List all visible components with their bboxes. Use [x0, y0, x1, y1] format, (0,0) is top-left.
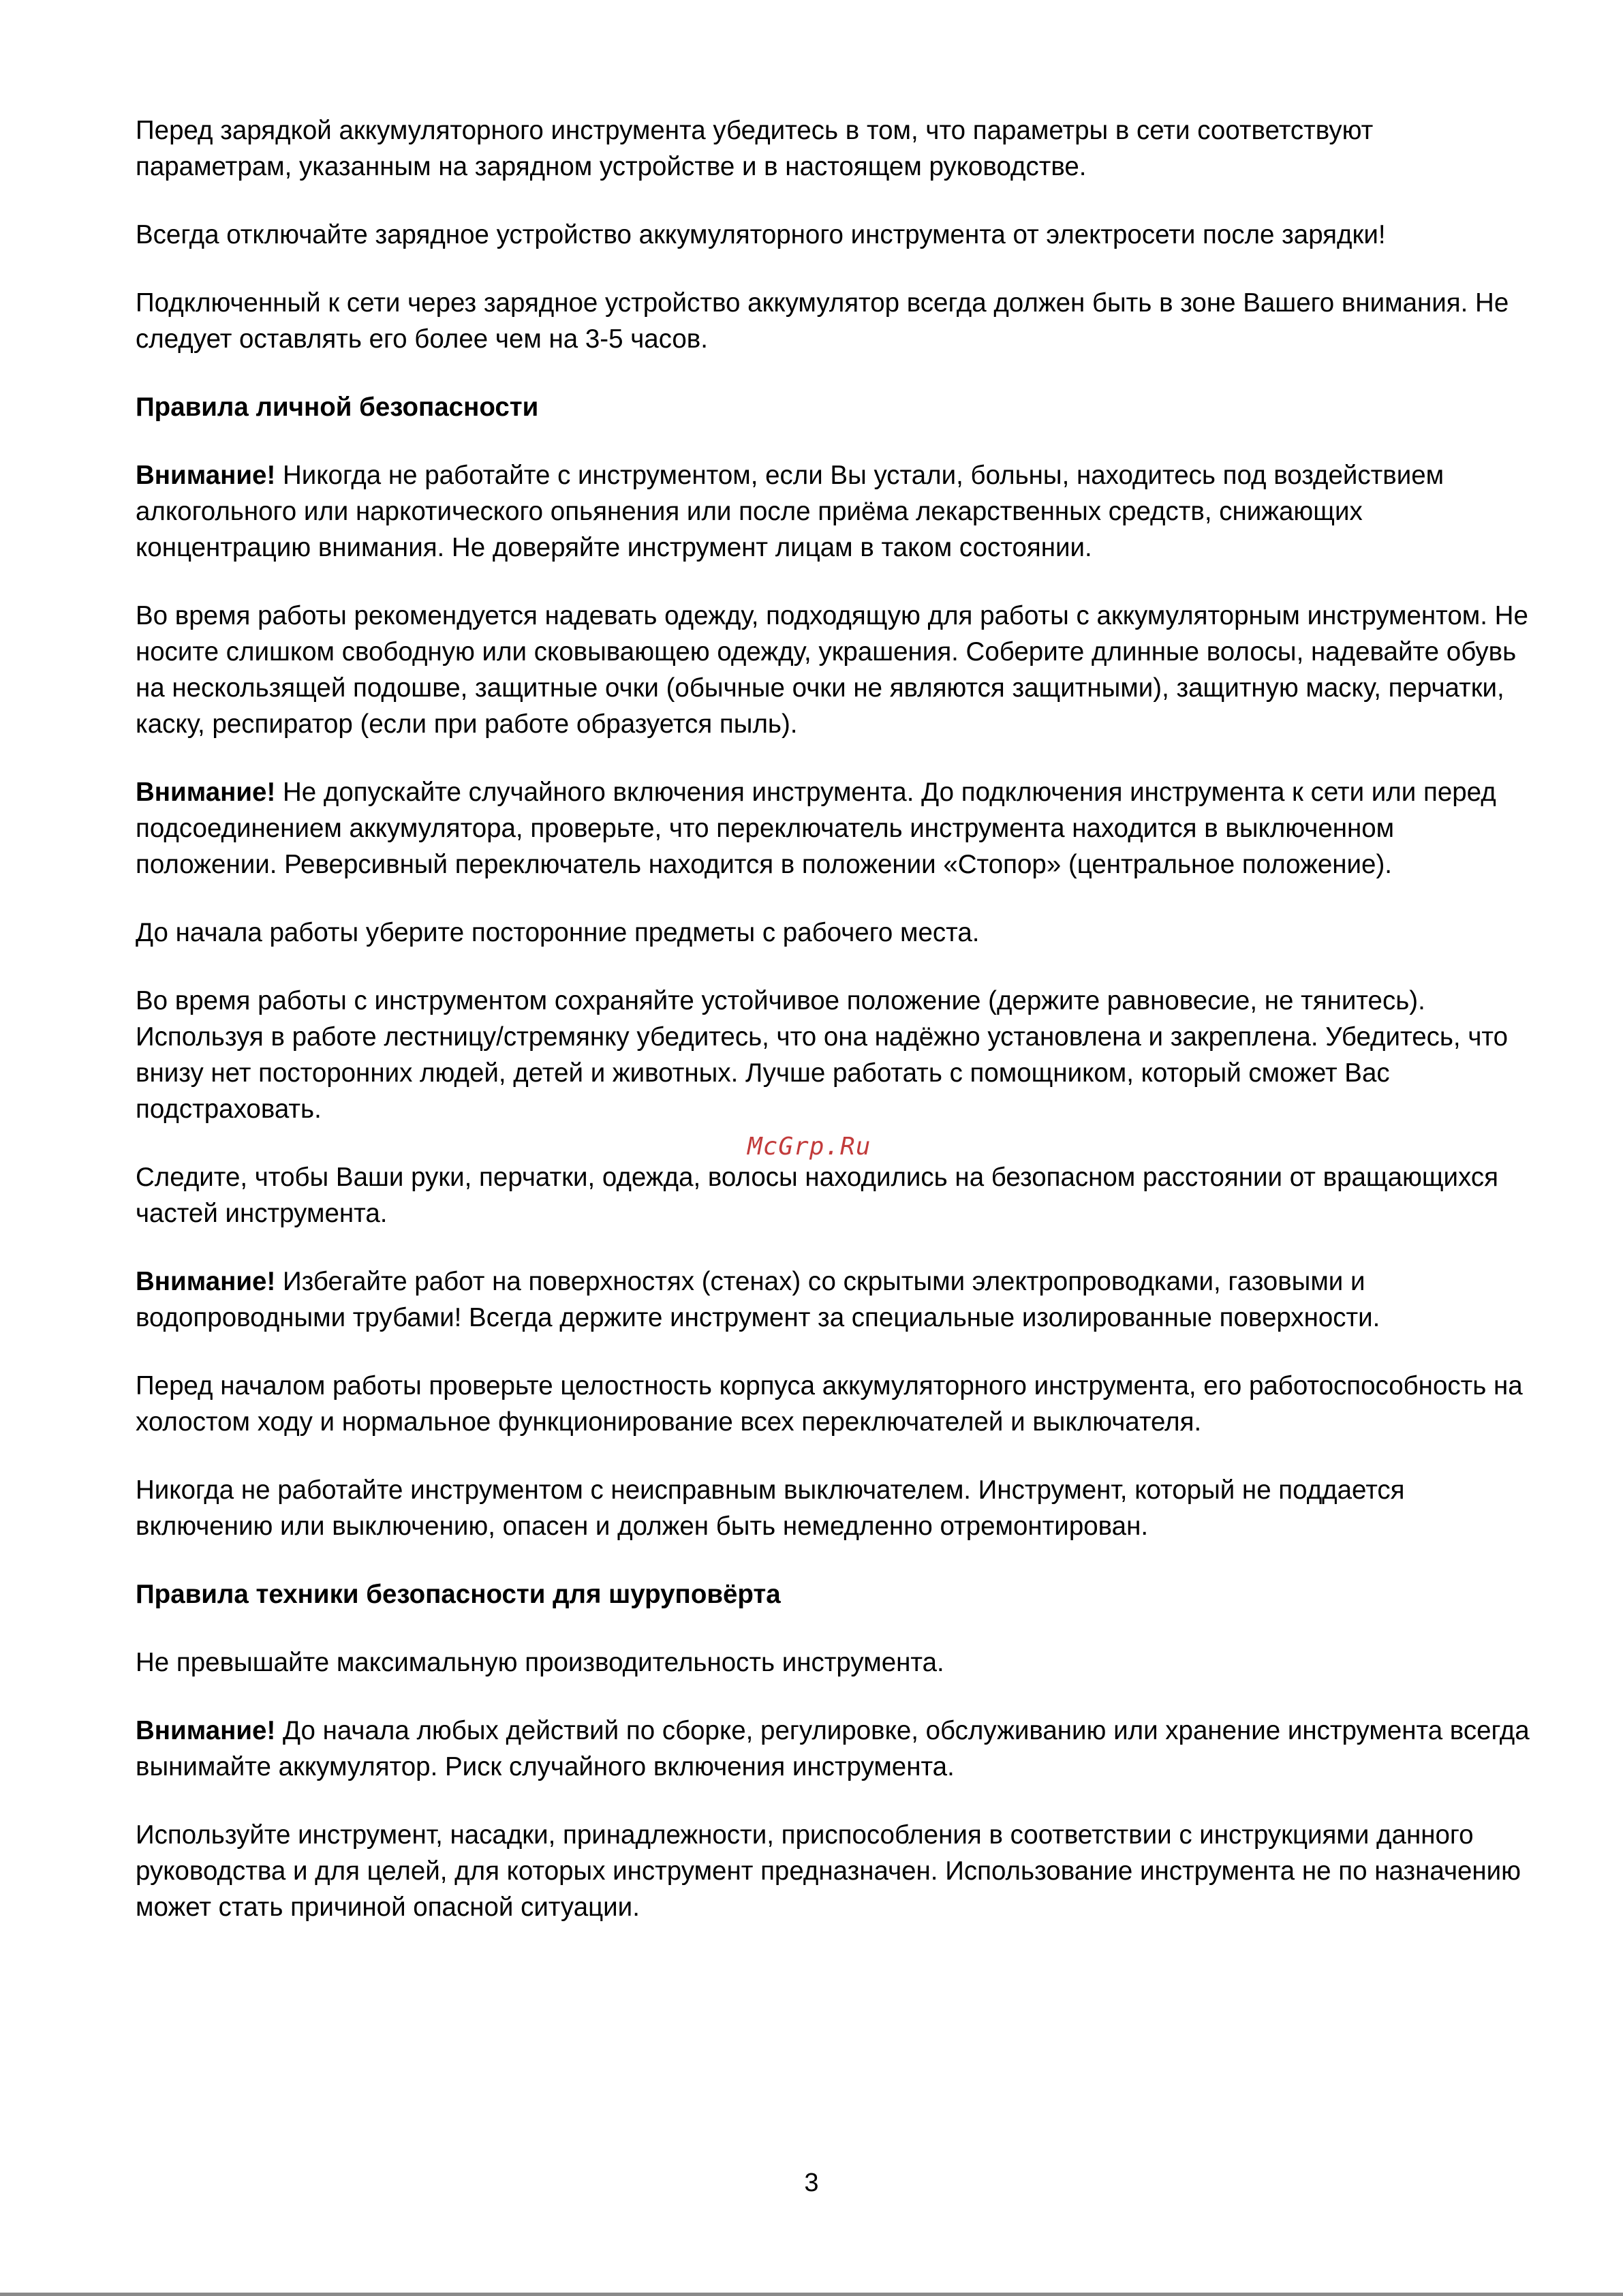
paragraph-warning-remove-battery — [136, 1713, 1532, 1785]
paragraph-intended-use — [136, 1817, 1532, 1925]
paragraph-warning-condition — [136, 457, 1532, 566]
paragraph-workplace — [136, 915, 1532, 951]
section-heading-personal-safety: Правила личной безопасности — [136, 393, 539, 422]
warning-label: Внимание! — [136, 461, 276, 490]
paragraph-text: Перед зарядкой аккумуляторного инструмента убедитесь в том, что параметры в сети соответствуют параметрам, указанным на зарядном устройстве и в настоящем руководстве. — [136, 116, 1374, 181]
paragraph-warning-hidden-wiring — [136, 1264, 1532, 1336]
section-heading-screwdriver-safety: Правила техники безопасности для шуруповёрта — [136, 1580, 781, 1609]
page-bottom-divider — [0, 2293, 1623, 2296]
paragraph-warning-accidental-start — [136, 774, 1532, 883]
paragraph-text: Подключенный к сети через зарядное устройство аккумулятор всегда должен быть в зоне Вашего внимания. Не следует оставлять его более чем на 3-5 часов. — [136, 288, 1509, 354]
paragraph-charger-disconnect — [136, 217, 1532, 253]
paragraph-text: Перед началом работы проверьте целостность корпуса аккумуляторного инструмента, его работоспособность на холостом ходу и нормальное функционирование всех переключателей и выключателя. — [136, 1371, 1523, 1437]
warning-label: Внимание! — [136, 1716, 276, 1745]
paragraph-stable-position — [136, 983, 1532, 1127]
paragraph-text: Следите, чтобы Ваши руки, перчатки, одежда, волосы находились на безопасном расстоянии от вращающихся частей инструмента. — [136, 1163, 1498, 1228]
paragraph-text: До начала работы уберите посторонние предметы с рабочего места. — [136, 918, 980, 947]
paragraph-text: Используйте инструмент, насадки, принадлежности, приспособления в соответствии с инструкциями данного руководства и для целей, для которых инструмент предназначен. Использование инструмента не по назначению может стать причиной опасной ситуации. — [136, 1820, 1521, 1922]
paragraph-rotating-parts — [136, 1159, 1532, 1231]
paragraph-clothing — [136, 598, 1532, 742]
warning-label: Внимание! — [136, 1267, 276, 1296]
watermark-text: McGrp.Ru — [747, 1133, 871, 1161]
paragraph-text: Никогда не работайте инструментом с неисправным выключателем. Инструмент, который не поддается включению или выключению, опасен и должен быть немедленно отремонтирован. — [136, 1475, 1405, 1541]
paragraph-text: Никогда не работайте с инструментом, если Вы устали, больны, находитесь под воздействием алкогольного или наркотического опьянения или после приёма лекарственных средств, снижающих концентрацию внимания. Не доверяйте инструмент лицам в таком состоянии. — [136, 461, 1444, 562]
paragraph-text: Не превышайте максимальную производительность инструмента. — [136, 1648, 944, 1677]
paragraph-text: Во время работы с инструментом сохраняйте устойчивое положение (держите равновесие, не тянитесь). Используя в работе лестницу/стремянку убедитесь, что она надёжно установлена и закреплена. Убедитесь, что внизу нет посторонних людей, детей и животных. Лучше работать с помощником, который сможет Вас подстраховать. — [136, 986, 1508, 1124]
paragraph-charging-check — [136, 112, 1532, 185]
paragraph-text: До начала любых действий по сборке, регулировке, обслуживанию или хранение инструмента всегда вынимайте аккумулятор. Риск случайного включения инструмента. — [136, 1716, 1530, 1781]
paragraph-max-performance — [136, 1644, 1532, 1681]
paragraph-text: Не допускайте случайного включения инструмента. До подключения инструмента к сети или перед подсоединением аккумулятора, проверьте, что переключатель инструмента находится в выключенном положении. Реверсивный переключатель находится в положении «Стопор» (центральное положение). — [136, 778, 1496, 879]
page-number: 3 — [804, 2169, 819, 2197]
paragraph-text: Во время работы рекомендуется надевать одежду, подходящую для работы с аккумуляторным инструментом. Не носите слишком свободную или сковывающею одежду, украшения. Соберите длинные волосы, надевайте обувь на нескользящей подошве, защитные очки (обычные очки не являются защитными), защитную маску, перчатки, каску, респиратор (если при работе образуется пыль). — [136, 601, 1528, 739]
paragraph-faulty-switch — [136, 1472, 1532, 1544]
warning-label: Внимание! — [136, 778, 276, 807]
document-body — [136, 112, 1532, 1957]
paragraph-inspection — [136, 1368, 1532, 1440]
paragraph-text: Всегда отключайте зарядное устройство аккумуляторного инструмента от электросети после зарядки! — [136, 220, 1386, 249]
paragraph-text: Избегайте работ на поверхностях (стенах) со скрытыми электропроводками, газовыми и водопроводными трубами! Всегда держите инструмент за специальные изолированные поверхности. — [136, 1267, 1380, 1332]
paragraph-charging-attention — [136, 285, 1532, 357]
